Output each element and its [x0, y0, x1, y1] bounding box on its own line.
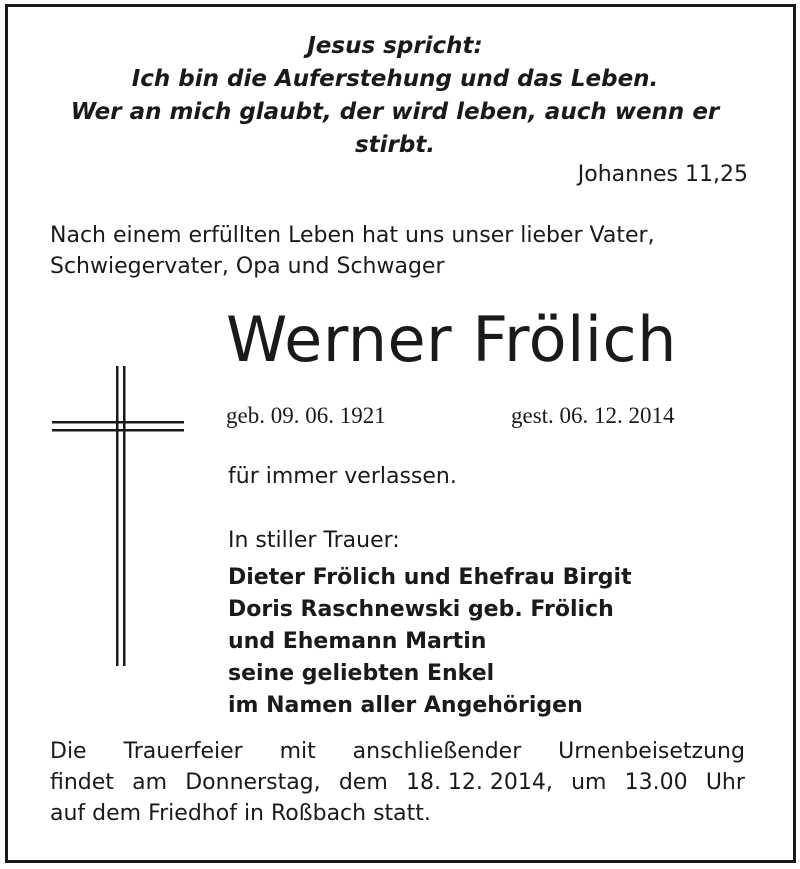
- service-word: 18. 12. 2014,: [405, 770, 553, 795]
- service-word: Donnerstag,: [185, 770, 321, 795]
- service-line-1: [50, 736, 745, 767]
- cross-icon: [52, 366, 192, 666]
- service-word: mit: [279, 739, 316, 764]
- birth-date: geb. 09. 06. 1921: [226, 403, 386, 428]
- service-word: Die: [50, 739, 87, 764]
- mourner-line: Doris Raschnewski geb. Frölich: [228, 597, 614, 622]
- service-line-3: auf dem Friedhof in Roßbach statt.: [50, 801, 431, 826]
- intro-line: Schwiegervater, Opa und Schwager: [50, 254, 445, 279]
- mourner-line: Dieter Frölich und Ehefrau Birgit: [228, 565, 632, 590]
- mourner-line: seine geliebten Enkel: [228, 661, 495, 686]
- quote-line: Ich bin die Auferstehung und das Leben.: [131, 66, 659, 92]
- quote-line: Wer an mich glaubt, der wird leben, auch wenn er: [70, 99, 720, 125]
- mourner-line: und Ehemann Martin: [228, 629, 487, 654]
- service-word: findet: [50, 770, 114, 795]
- service-word: um: [571, 770, 607, 795]
- service-word: 13.00: [624, 770, 688, 795]
- intro-text: [50, 220, 750, 282]
- death-date: gest. 06. 12. 2014: [511, 403, 675, 428]
- funeral-service-text: [50, 736, 745, 829]
- intro-line: Nach einem erfüllten Leben hat uns unser lieber Vater,: [50, 223, 655, 248]
- mourner-line: im Namen aller Angehörigen: [228, 693, 583, 718]
- bible-quote: [60, 30, 730, 162]
- service-word: Uhr: [705, 770, 745, 795]
- service-word: anschließender: [352, 739, 522, 764]
- service-line-2: [50, 767, 745, 798]
- quote-source: Johannes 11,25: [577, 162, 748, 187]
- service-word: am: [132, 770, 168, 795]
- service-word: Trauerfeier: [123, 739, 243, 764]
- service-word: dem: [338, 770, 388, 795]
- mourning-label: In stiller Trauer:: [228, 528, 400, 553]
- quote-line: Jesus spricht:: [307, 33, 483, 59]
- mourners-list: [228, 562, 632, 722]
- quote-line: stirbt.: [354, 132, 436, 158]
- deceased-name: Werner Frölich: [226, 303, 677, 376]
- service-word: Urnenbeisetzung: [558, 739, 745, 764]
- left-us-text: für immer verlassen.: [228, 464, 457, 489]
